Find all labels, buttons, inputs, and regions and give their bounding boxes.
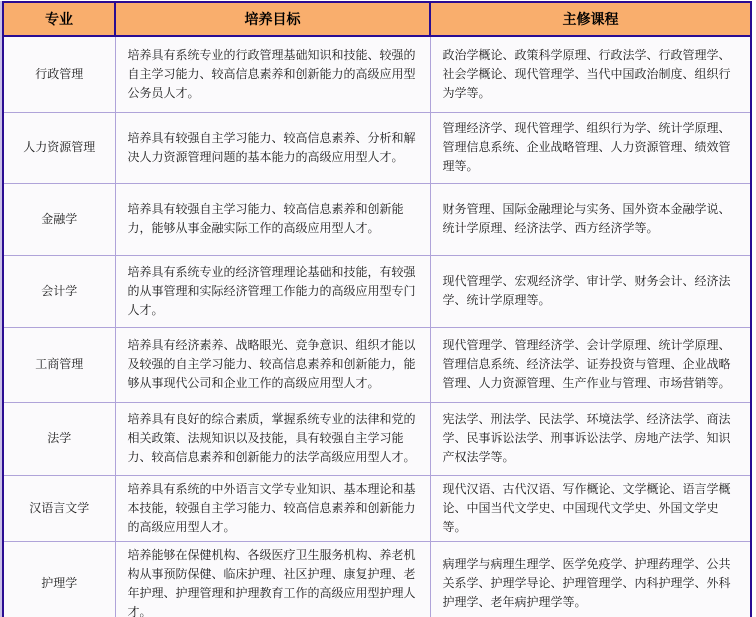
objective-cell: 培养具有较强自主学习能力、较高信息素养和创新能力，能够从事金融实际工作的高级应用型人才。: [115, 183, 430, 255]
objective-cell: 培养具有经济素养、战略眼光、竞争意识、组织才能以及较强的自主学习能力、较高信息素养和创新能力，能够从事现代公司和企业工作的高级应用型人才。: [115, 327, 430, 402]
majors-table-wrapper: [0, 1, 752, 617]
objective-cell: 培养具有良好的综合素质，掌握系统专业的法律和党的相关政策、法规知识以及技能，具有较强自主学习能力、较高信息素养和创新能力的法学高级应用型人才。: [115, 402, 430, 475]
table-row: [3, 183, 751, 255]
courses-cell: 宪法学、刑法学、民法学、环境法学、经济法学、商法学、民事诉讼法学、刑事诉讼法学、房地产法学、知识产权法学等。: [430, 402, 751, 475]
major-cell: 工商管理: [3, 327, 115, 402]
courses-cell: 现代汉语、古代汉语、写作概论、文学概论、语言学概论、中国当代文学史、中国现代文学史、外国文学史等。: [430, 475, 751, 541]
table-row: [3, 541, 751, 617]
major-cell: 行政管理: [3, 36, 115, 112]
courses-cell: 政治学概论、政策科学原理、行政法学、行政管理学、社会学概论、现代管理学、当代中国政治制度、组织行为学等。: [430, 36, 751, 112]
courses-cell: 病理学与病理生理学、医学免疫学、护理药理学、公共关系学、护理学导论、护理管理学、内科护理学、外科护理学、老年病护理学等。: [430, 541, 751, 617]
objective-cell: 培养具有较强自主学习能力、较高信息素养、分析和解决人力资源管理问题的基本能力的高级应用型人才。: [115, 112, 430, 183]
column-header-objective: 培养目标: [115, 2, 430, 36]
table-row: [3, 36, 751, 112]
major-cell: 汉语言文学: [3, 475, 115, 541]
majors-course-table: [2, 1, 752, 617]
courses-cell: 管理经济学、现代管理学、组织行为学、统计学原理、管理信息系统、企业战略管理、人力资源管理、绩效管理等。: [430, 112, 751, 183]
column-header-courses: 主修课程: [430, 2, 751, 36]
table-row: [3, 112, 751, 183]
table-row: [3, 255, 751, 327]
table-row: [3, 327, 751, 402]
courses-cell: 现代管理学、宏观经济学、审计学、财务会计、经济法学、统计学原理等。: [430, 255, 751, 327]
major-cell: 会计学: [3, 255, 115, 327]
courses-cell: 现代管理学、管理经济学、会计学原理、统计学原理、管理信息系统、经济法学、证券投资与管理、企业战略管理、人力资源管理、生产作业与管理、市场营销等。: [430, 327, 751, 402]
column-header-major: 专业: [3, 2, 115, 36]
objective-cell: 培养能够在保健机构、各级医疗卫生服务机构、养老机构从事预防保健、临床护理、社区护理、康复护理、老年护理、护理管理和护理教育工作的高级应用型护理人才。: [115, 541, 430, 617]
table-row: [3, 475, 751, 541]
objective-cell: 培养具有系统的中外语言文学专业知识、基本理论和基本技能，较强自主学习能力、较高信息素养和创新能力的高级应用型人才。: [115, 475, 430, 541]
objective-cell: 培养具有系统专业的行政管理基础知识和技能、较强的自主学习能力、较高信息素养和创新能力的高级应用型公务员人才。: [115, 36, 430, 112]
major-cell: 人力资源管理: [3, 112, 115, 183]
major-cell: 法学: [3, 402, 115, 475]
header-row: [3, 2, 751, 36]
major-cell: 护理学: [3, 541, 115, 617]
major-cell: 金融学: [3, 183, 115, 255]
objective-cell: 培养具有系统专业的经济管理理论基础和技能，有较强的从事管理和实际经济管理工作能力的高级应用型专门人才。: [115, 255, 430, 327]
table-row: [3, 402, 751, 475]
courses-cell: 财务管理、国际金融理论与实务、国外资本金融学说、统计学原理、经济法学、西方经济学等。: [430, 183, 751, 255]
